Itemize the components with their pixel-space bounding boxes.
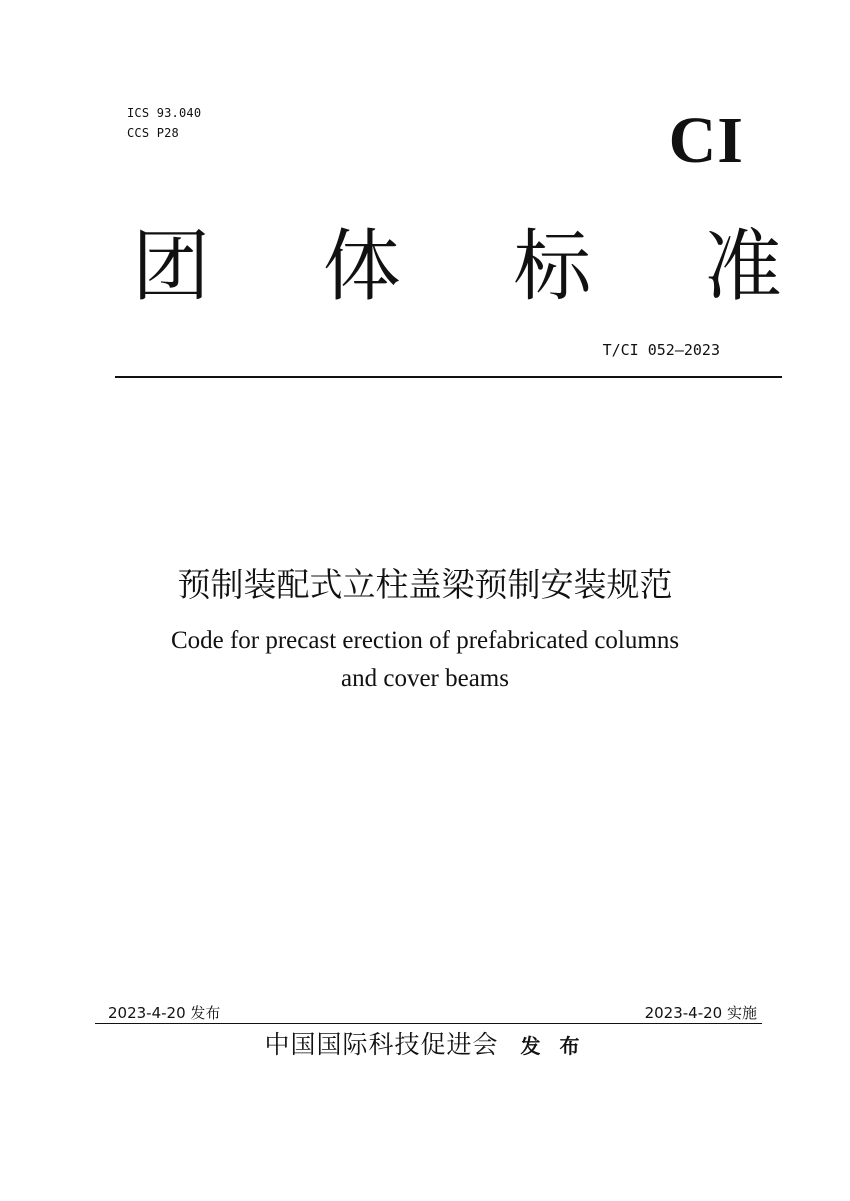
english-title-line-2: and cover beams <box>341 665 509 692</box>
standard-type-char: 团 <box>132 222 211 312</box>
document-title-chinese: 预制装配式立柱盖梁预制安装规范 <box>177 565 673 604</box>
standard-type-char: 标 <box>513 222 592 312</box>
standard-type-char: 准 <box>703 222 782 312</box>
english-title-line-1: Code for precast erection of prefabricated columns <box>170 627 680 654</box>
top-divider <box>115 376 782 378</box>
ci-logo: CI <box>668 104 744 177</box>
ics-code: ICS 93.040 <box>127 106 202 120</box>
ccs-code: CCS P28 <box>127 126 179 140</box>
issue-label: 发 布 <box>520 1034 586 1058</box>
implementation-date: 2023-4-20 实施 <box>644 1004 757 1022</box>
issuer-line <box>0 1027 850 1066</box>
standard-type-heading <box>132 222 782 312</box>
standard-type-char: 体 <box>322 222 401 312</box>
bottom-divider <box>95 1023 762 1024</box>
document-title-english <box>0 622 850 698</box>
issuing-organization: 中国国际科技促进会 <box>264 1030 499 1059</box>
publish-date: 2023-4-20 发布 <box>108 1004 221 1022</box>
standard-number: T/CI 052—2023 <box>602 341 720 359</box>
